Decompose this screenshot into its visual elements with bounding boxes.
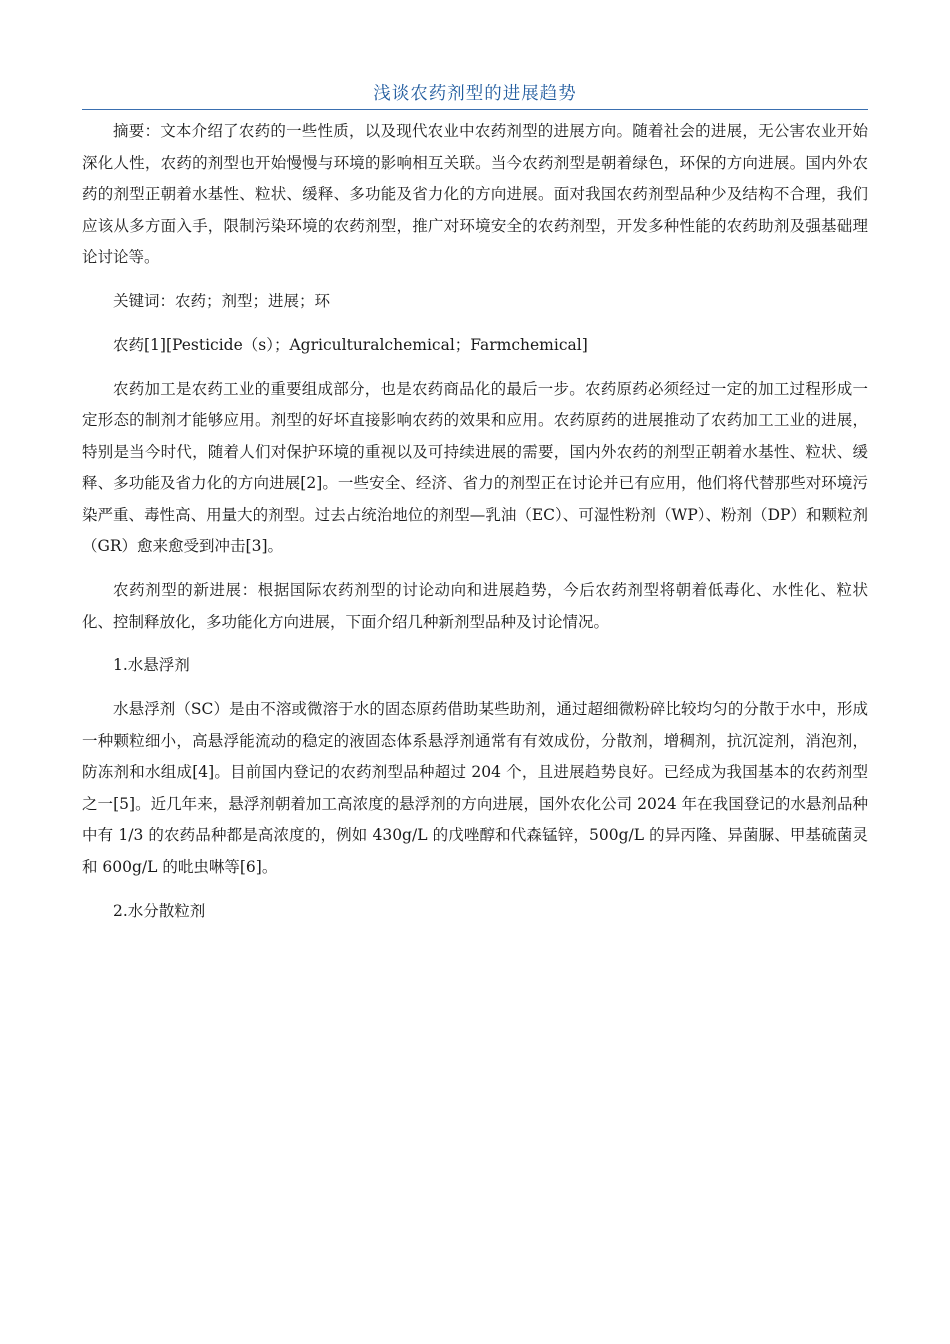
keywords-paragraph: 关键词：农药；剂型；进展；环 — [113, 291, 331, 310]
document-body — [82, 116, 868, 940]
body-paragraph: 农药剂型的新进展：根据国际农药剂型的讨论动向和进展趋势，今后农药剂型将朝着低毒化、水性化、粒状化、控制释放化，多功能化方向进展，下面介绍几种新剂型品种及讨论情况。 — [82, 581, 868, 631]
body-paragraph: 水悬浮剂（SC）是由不溶或微溶于水的固态原药借助某些助剂，通过超细微粉碎比较均匀的分散于水中，形成一种颗粒细小，高悬浮能流动的稳定的液固态体系悬浮剂通常有有效成份，分散剂，增稠剂，抗沉淀剂，消泡剂，防冻剂和水组成[4]。目前国内登记的农药剂型品种超过 204 个，且进展趋势良好。已经成为我国基本的农药剂型之一[5]。近几年来，悬浮剂朝着加工高浓度的悬浮剂的方向进展，国外农化公司 2024 年在我国登记的水悬剂品种中有 1/3 的农药品种都是高浓度的，例如 430g/L 的戊唑醇和代森锰锌，500g/L 的异丙隆、异菌脲、甲基硫菌灵和 600g/L 的吡虫啉等[6]。 — [82, 700, 868, 876]
abstract-paragraph: 摘要：文本介绍了农药的一些性质，以及现代农业中农药剂型的进展方向。随着社会的进展，无公害农业开始深化人性，农药的剂型也开始慢慢与环境的影响相互关联。当今农药剂型是朝着绿色，环保的方向进展。国内外农药的剂型正朝着水基性、粒状、缓释、多功能及省力化的方向进展。面对我国农药剂型品种少及结构不合理，我们应该从多方面入手，限制污染环境的农药剂型，推广对环境安全的农药剂型，开发多种性能的农药助剂及强基础理论讨论等。 — [82, 122, 868, 266]
section-heading: 1.水悬浮剂 — [113, 656, 190, 675]
title-divider — [82, 109, 868, 110]
term-definition-paragraph: 农药[1][Pesticide（s）；Agriculturalchemical；Farmchemical] — [113, 335, 588, 354]
body-paragraph: 农药加工是农药工业的重要组成部分，也是农药商品化的最后一步。农药原药必须经过一定的加工过程形成一定形态的制剂才能够应用。剂型的好坏直接影响农药的效果和应用。农药原药的进展推动了农药加工工业的进展，特别是当今时代，随着人们对保护环境的重视以及可持续进展的需要，国内外农药的剂型正朝着水基性、粒状、缓释、多功能及省力化的方向进展[2]。一些安全、经济、省力的剂型正在讨论并已有应用，他们将代替那些对环境污染严重、毒性高、用量大的剂型。过去占统治地位的剂型—乳油（EC）、可湿性粉剂（WP）、粉剂（DP）和颗粒剂（GR）愈来愈受到冲击[3]。 — [82, 379, 868, 556]
section-heading: 2.水分散粒剂 — [113, 901, 206, 920]
document-title: 浅谈农药剂型的进展趋势 — [373, 84, 577, 104]
